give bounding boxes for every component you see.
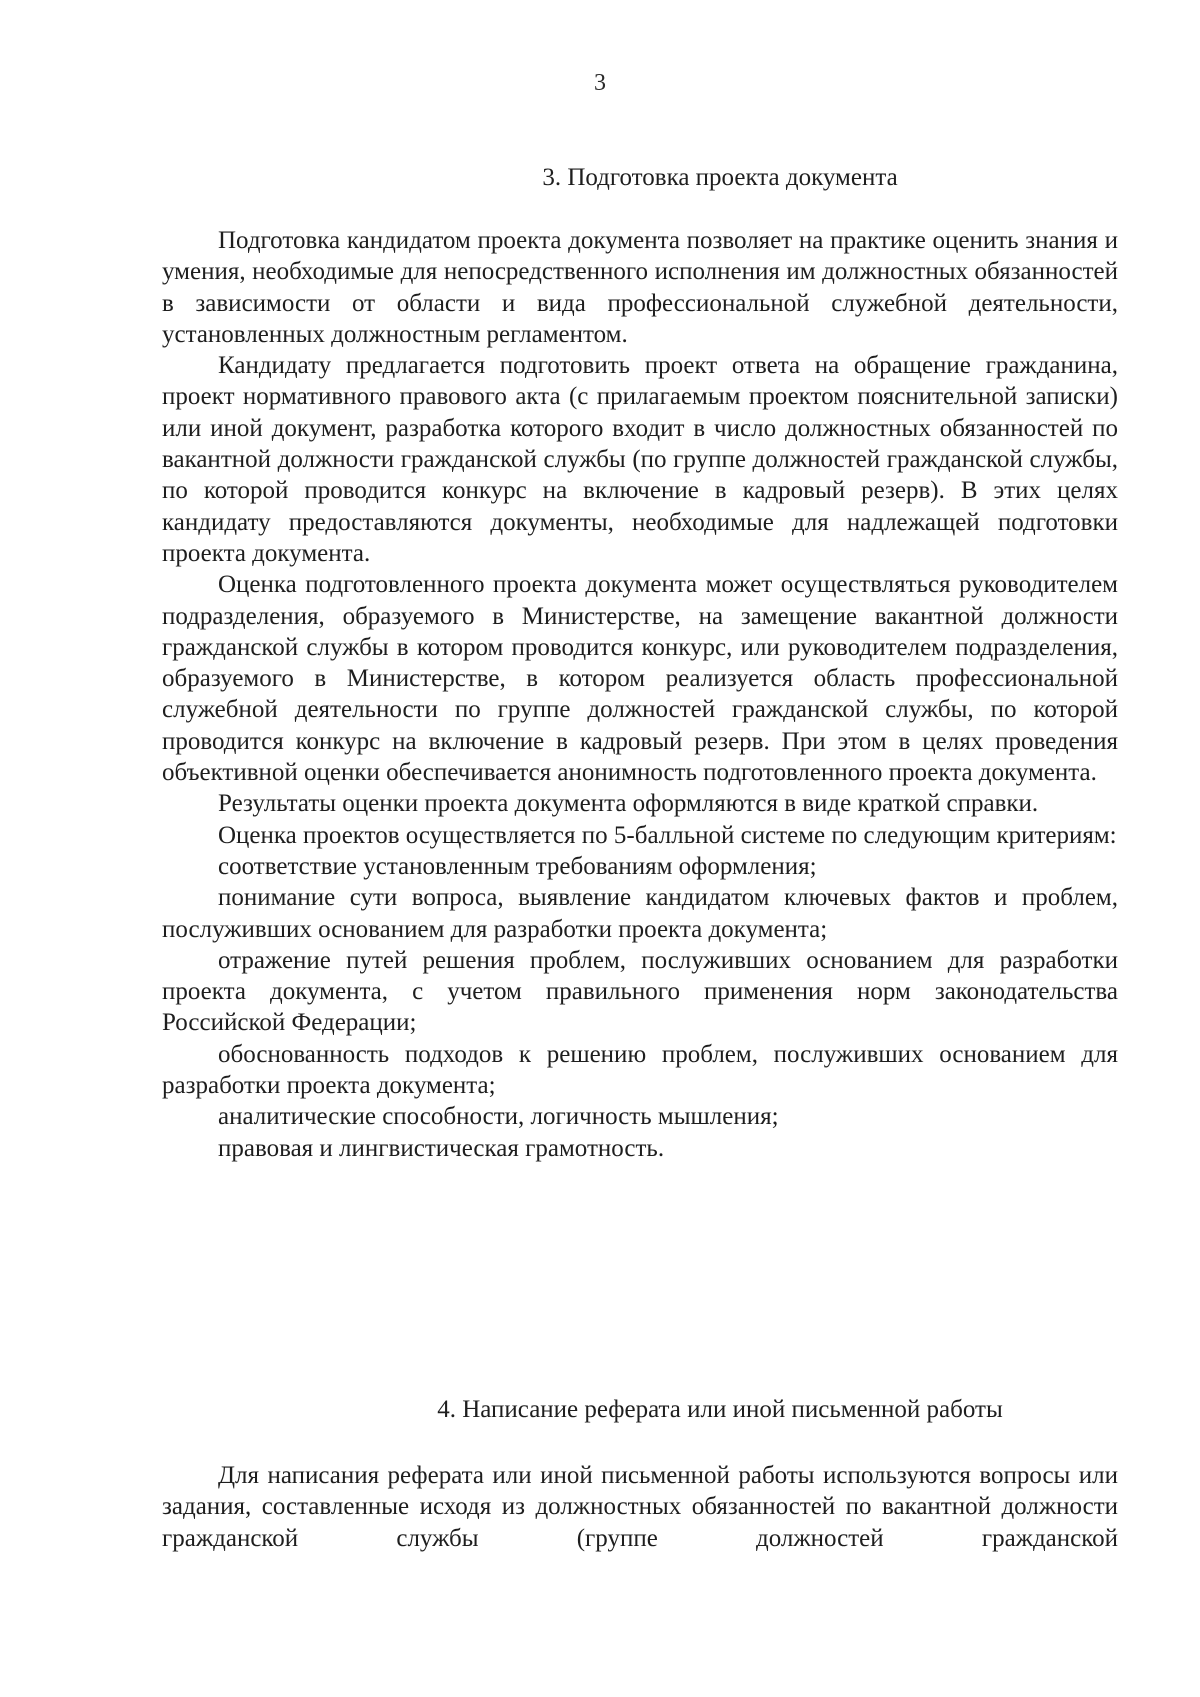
paragraph: Оценка проектов осуществляется по 5-балльной системе по следующим критериям: [218, 821, 1117, 849]
paragraph: Для написания реферата или иной письменной работы используются вопросы или задания, составленные исходя из должностных обязанностей по вакантной должности гражданской службы (группе должностей гражданской [162, 1462, 1118, 1552]
criteria-item: аналитические способности, логичность мышления; [218, 1103, 779, 1131]
paragraph: Оценка подготовленного проекта документа может осуществляться руководителем подразделения, образуемого в Министерстве, на замещение вакантной должности гражданской службы в котором проводится конкурс, или руководителем подразделения, образуемого в Министерстве, в котором реализуется область профессиональной служебной деятельности по группе должностей гражданской службы, по которой проводится конкурс на включение в кадровый резерв. При этом в целях проведения объективной оценки обеспечивается анонимность подготовленного проекта документа. [162, 571, 1118, 787]
paragraph: Кандидату предлагается подготовить проект ответа на обращение гражданина, проект нормативного правового акта (с прилагаемым проектом пояснительной записки) или иной документ, разработка которого входит в число должностных обязанностей по вакантной должности гражданской службы (по группе должностей гражданской службы, по которой проводится конкурс на включение в кадровый резерв). В этих целях кандидату предоставляются документы, необходимые для надлежащей подготовки проекта документа. [162, 352, 1118, 567]
criteria-item: отражение путей решения проблем, послуживших основанием для разработки проекта документа, с учетом правильного применения норм законодательства Российской Федерации; [162, 946, 1118, 1037]
paragraph: Подготовка кандидатом проекта документа позволяет на практике оценить знания и умения, необходимые для непосредственного исполнения им должностных обязанностей в зависимости от области и вида профессиональной служебной деятельности, установленных должностным регламентом. [162, 227, 1118, 348]
criteria-item: соответствие установленным требованиям оформления; [218, 852, 817, 880]
criteria-item: обоснованность подходов к решению проблем, послуживших основанием для разработки проекта документа; [162, 1040, 1118, 1100]
criteria-item: понимание сути вопроса, выявление кандидатом ключевых фактов и проблем, послуживших основанием для разработки проекта документа; [162, 884, 1118, 943]
section-3-title: 3. Подготовка проекта документа [542, 164, 898, 191]
section-3-body [162, 225, 1118, 1164]
section-4-title: 4. Написание реферата или иной письменной работы [437, 1396, 1003, 1423]
section-4-body [162, 1460, 1118, 1554]
page-number: 3 [594, 70, 606, 96]
paragraph: Результаты оценки проекта документа оформляются в виде краткой справки. [218, 790, 1039, 818]
criteria-item: правовая и лингвистическая грамотность. [218, 1134, 665, 1162]
